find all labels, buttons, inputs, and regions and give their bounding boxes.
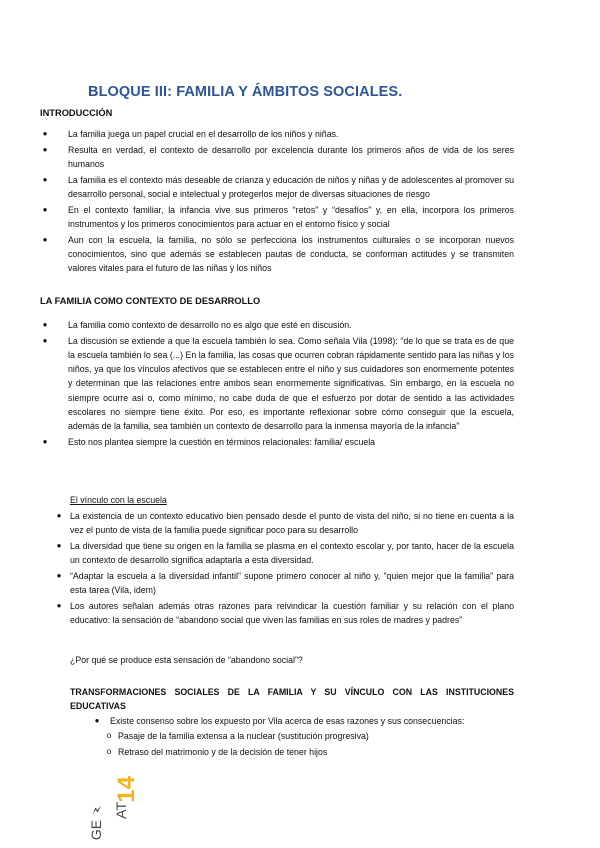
list-item: ● La familia como contexto de desarrollo no es algo que esté en discusión. — [68, 318, 514, 332]
intro-heading: INTRODUCCIÓN — [40, 108, 113, 118]
transformaciones-heading: TRANSFORMACIONES SOCIALES DE LA FAMILIA Y SU VÍNCULO CON LAS INSTITUCIONES EDUCATIVAS — [70, 687, 514, 711]
bullet-icon: ● — [42, 234, 48, 244]
list-item: ● Existe consenso sobre los expuesto por Vila acerca de esas razones y sus consecuencias: — [110, 714, 514, 728]
context-list — [42, 318, 514, 451]
list-item: o Pasaje de la familia extensa a la nuclear (sustitución progresiva) — [118, 729, 514, 743]
context-heading: LA FAMILIA COMO CONTEXTO DE DESARROLLO — [40, 296, 261, 306]
page-title: BLOQUE III: FAMILIA Y ÁMBITOS SOCIALES. — [88, 84, 403, 100]
list-item: ● Esto nos plantea siempre la cuestión en términos relacionales: familia/ escuela — [68, 435, 514, 449]
watermark-text-middle: AT — [113, 802, 129, 819]
list-item: ● La familia es el contexto más deseable de crianza y educación de niños y niñas y de adolescentes al promover su desarrollo personal, social e intelectual y protegerlos mejor de diversas situaciones de riesgo — [68, 173, 514, 201]
list-item: ● Los autores señalan además otras razones para reivindicar la cuestión familiar y su relación con el plano educativo: la sensación de “abandono social que viven las familias en sus roles de madres y padres” — [70, 599, 514, 627]
question-text: ¿Por qué se produce esta sensación de “abandono social”? — [70, 655, 303, 665]
list-item: ● La existencia de un contexto educativo bien pensado desde el punto de vista del niño, si no tiene en cuenta a la vez el punto de vista de la familia puede significar poco para su desarrollo — [70, 509, 514, 537]
circle-bullet-icon: o — [106, 746, 112, 756]
bullet-icon: ● — [42, 204, 48, 214]
bullet-icon: ● — [42, 144, 48, 154]
bullet-icon: ● — [56, 511, 62, 520]
transformaciones-list — [94, 714, 514, 730]
bullet-icon: ● — [42, 174, 48, 184]
list-item: ● La familia juega un papel crucial en el desarrollo de los niños y niñas. — [68, 127, 514, 141]
intro-list — [42, 127, 514, 277]
bullet-icon: ● — [94, 716, 100, 725]
bullet-icon: ● — [56, 601, 62, 610]
bullet-icon: ● — [42, 320, 48, 329]
bullet-icon: ● — [42, 335, 48, 345]
watermark-text-left: GE 🗲 — [88, 802, 104, 841]
vinculo-list — [56, 509, 514, 629]
transformaciones-sublist — [106, 729, 514, 761]
list-item: ● “Adaptar la escuela a la diversidad infantil” supone primero conocer al niño y, “quien mejor que la familia” para esta tarea (Vila, idem) — [70, 569, 514, 597]
list-item: ● La diversidad que tiene su origen en la familia se plasma en el contexto escolar y, por tanto, hacer de la escuela un contexto de desarrollo significa adaptarla a esta diversidad. — [70, 539, 514, 567]
bullet-icon: ● — [42, 436, 48, 446]
bullet-icon: ● — [56, 541, 62, 550]
list-item: ● Resulta en verdad, el contexto de desarrollo por excelencia durante los primeros años de vida de los seres humanos — [68, 143, 514, 171]
list-item: ● En el contexto familiar, la infancia vive sus primeros “retos” y “desafíos” y, en ella, incorpora los primeros instrumentos y los primeros conocimientos para actuar en el entorno físico y social — [68, 203, 514, 231]
circle-bullet-icon: o — [106, 731, 112, 740]
bullet-icon: ● — [42, 129, 48, 138]
list-item: ● Aun con la escuela, la familia, no sólo se perfecciona los instrumentos culturales o se incorporan nuevos conocimientos, sino que además se establecen pautas de conducta, se conforman actitudes y se transmiten valores vitales para el futuro de las niñas y los niños — [68, 233, 514, 276]
watermark-number: 14 — [113, 776, 140, 803]
list-item: ● La discusión se extiende a que la escuela también lo sea. Como señala Vila (1998): “de lo que se trata es de que la escuela también lo sea (...) En la familia, las cosas que ocurren cobran rápidamente sentido para las niñas y los niños, ya que los vínculos afectivos que se establecen entre el niño y sus cuidadores son enormemente potentes y determinan que las relaciones entre ambos sean enormemente significativas. Sin embargo, en la escuela no siempre ocurre así o, como mínimo, no cabe duda de que el esfuerzo por dotar de sentido a las actividades escolares no siempre tiene éxito. Por eso, es importante reflexionar sobre cómo conseguir que la escuela, además de la familia, sea también un contexto de desarrollo para la inmensa mayoría de la infancia” — [68, 334, 514, 433]
bullet-icon: ● — [56, 571, 62, 580]
list-item: o Retraso del matrimonio y de la decisión de tener hijos — [118, 745, 514, 759]
vinculo-subheading: El vínculo con la escuela — [70, 495, 167, 505]
watermark-logo — [88, 776, 148, 848]
